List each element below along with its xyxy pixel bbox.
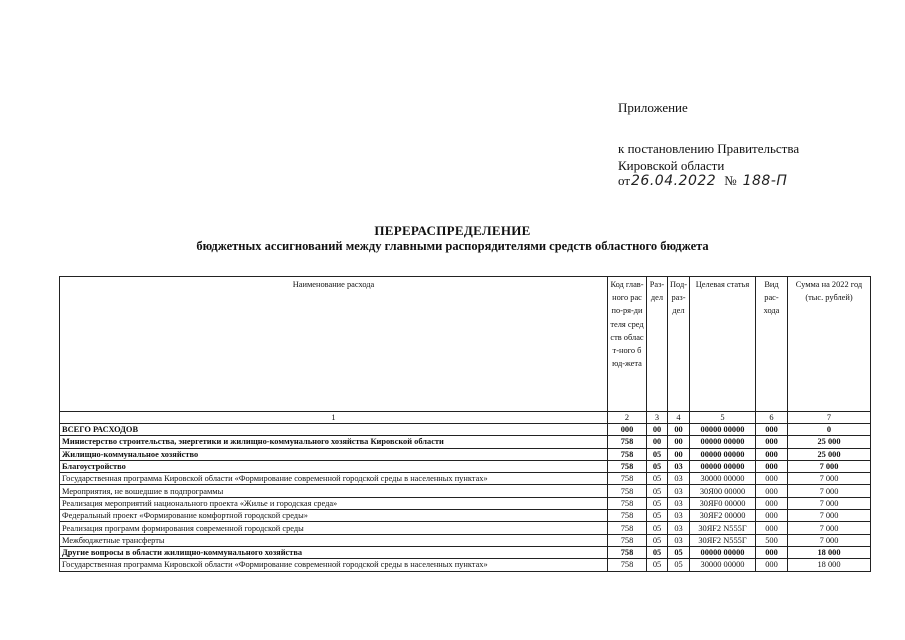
table-row	[60, 436, 871, 448]
cell-code: 758	[608, 497, 647, 509]
cell-code: 758	[608, 473, 647, 485]
header-article: Целевая статья	[690, 277, 756, 412]
cell-code: 758	[608, 534, 647, 546]
cell-razdel: 05	[647, 497, 668, 509]
cell-podrazdel: 03	[668, 510, 690, 522]
cell-article: 30000 00000	[690, 559, 756, 571]
cell-name: Государственная программа Кировской области «Формирование современной городской среды в населенных пунктах»	[60, 559, 608, 571]
cell-name: Мероприятия, не вошедшие в подпрограммы	[60, 485, 608, 497]
cell-sum: 7 000	[788, 534, 871, 546]
number-sign: №	[724, 173, 737, 188]
cell-sum: 25 000	[788, 436, 871, 448]
cell-code: 758	[608, 448, 647, 460]
cell-code: 758	[608, 510, 647, 522]
cell-podrazdel: 00	[668, 424, 690, 436]
cell-razdel: 05	[647, 534, 668, 546]
header-podrazdel: Под-раз-дел	[668, 277, 690, 412]
cell-razdel: 05	[647, 559, 668, 571]
cell-kind: 000	[756, 522, 788, 534]
cell-podrazdel: 00	[668, 448, 690, 460]
cell-name: Жилищно-коммунальное хозяйство	[60, 448, 608, 460]
cell-kind: 000	[756, 497, 788, 509]
cell-sum: 7 000	[788, 460, 871, 472]
cell-podrazdel: 03	[668, 473, 690, 485]
cell-razdel: 05	[647, 522, 668, 534]
table-row	[60, 485, 871, 497]
header-name: Наименование расхода	[60, 277, 608, 412]
cell-razdel: 05	[647, 485, 668, 497]
document-title: ПЕРЕРАСПРЕДЕЛЕНИЕ	[374, 223, 531, 238]
cell-sum: 18 000	[788, 559, 871, 571]
cell-sum: 18 000	[788, 546, 871, 558]
cell-article: 00000 00000	[690, 436, 756, 448]
cell-code: 758	[608, 460, 647, 472]
column-number: 2	[608, 412, 647, 424]
cell-code: 758	[608, 546, 647, 558]
header-kind: Вид рас-хода	[756, 277, 788, 412]
cell-sum: 7 000	[788, 510, 871, 522]
table-row	[60, 522, 871, 534]
column-number: 5	[690, 412, 756, 424]
cell-razdel: 00	[647, 424, 668, 436]
cell-name: Межбюджетные трансферты	[60, 534, 608, 546]
cell-article: 00000 00000	[690, 448, 756, 460]
column-number: 6	[756, 412, 788, 424]
budget-table	[59, 276, 871, 572]
handwritten-number: 188-П	[742, 173, 788, 189]
cell-name: Министерство строительства, энергетики и жилищно-коммунального хозяйства Кировской области	[60, 436, 608, 448]
column-number: 4	[668, 412, 690, 424]
cell-code: 758	[608, 559, 647, 571]
cell-kind: 000	[756, 546, 788, 558]
table-row	[60, 510, 871, 522]
annex-region-line: Кировской области	[618, 158, 725, 173]
annex-resolution-line: к постановлению Правительства	[618, 141, 800, 156]
cell-code: 758	[608, 485, 647, 497]
column-number: 3	[647, 412, 668, 424]
cell-article: 00000 00000	[690, 546, 756, 558]
cell-article: 30ЯF2 N555Г	[690, 522, 756, 534]
cell-sum: 7 000	[788, 497, 871, 509]
cell-name: Благоустройство	[60, 460, 608, 472]
header-sum: Сумма на 2022 год (тыс. рублей)	[788, 277, 871, 412]
table-row	[60, 546, 871, 558]
table-row	[60, 497, 871, 509]
table-header-row	[60, 277, 871, 412]
column-number: 1	[60, 412, 608, 424]
handwritten-date: 26.04.2022	[631, 173, 717, 189]
cell-name: Федеральный проект «Формирование комфортной городской среды»	[60, 510, 608, 522]
cell-article: 00000 00000	[690, 460, 756, 472]
cell-podrazdel: 03	[668, 460, 690, 472]
table-body	[60, 424, 871, 572]
cell-kind: 000	[756, 448, 788, 460]
cell-article: 00000 00000	[690, 424, 756, 436]
cell-article: 30ЯF0 00000	[690, 497, 756, 509]
cell-razdel: 05	[647, 460, 668, 472]
annex-from-prefix: от	[618, 173, 631, 188]
cell-podrazdel: 03	[668, 485, 690, 497]
cell-podrazdel: 03	[668, 497, 690, 509]
table-row	[60, 559, 871, 571]
cell-article: 30ЯF2 N555Г	[690, 534, 756, 546]
header-razdel: Раз-дел	[647, 277, 668, 412]
header-code: Код глав-ного распо-ря-дителя средств област-ного бюд-жета	[608, 277, 647, 412]
cell-sum: 7 000	[788, 485, 871, 497]
cell-podrazdel: 05	[668, 546, 690, 558]
annex-date-number-line	[618, 172, 787, 190]
cell-razdel: 05	[647, 473, 668, 485]
cell-podrazdel: 05	[668, 559, 690, 571]
cell-code: 758	[608, 436, 647, 448]
cell-article: 30Я00 00000	[690, 485, 756, 497]
cell-name: Другие вопросы в области жилищно-коммунального хозяйства	[60, 546, 608, 558]
cell-razdel: 05	[647, 448, 668, 460]
cell-kind: 000	[756, 510, 788, 522]
column-number-row	[60, 412, 871, 424]
cell-kind: 000	[756, 473, 788, 485]
cell-name: Государственная программа Кировской области «Формирование современной городской среды в населенных пунктах»	[60, 473, 608, 485]
cell-name: ВСЕГО РАСХОДОВ	[60, 424, 608, 436]
cell-sum: 0	[788, 424, 871, 436]
cell-kind: 000	[756, 436, 788, 448]
table-row	[60, 534, 871, 546]
cell-sum: 7 000	[788, 522, 871, 534]
cell-podrazdel: 00	[668, 436, 690, 448]
cell-razdel: 05	[647, 546, 668, 558]
cell-razdel: 00	[647, 436, 668, 448]
cell-kind: 000	[756, 460, 788, 472]
cell-razdel: 05	[647, 510, 668, 522]
document-subtitle: бюджетных ассигнований между главными распорядителями средств областного бюджета	[196, 239, 709, 253]
table-row	[60, 448, 871, 460]
cell-article: 30000 00000	[690, 473, 756, 485]
cell-name: Реализация мероприятий национального проекта «Жилье и городская среда»	[60, 497, 608, 509]
cell-podrazdel: 03	[668, 522, 690, 534]
table-row	[60, 424, 871, 436]
cell-sum: 25 000	[788, 448, 871, 460]
cell-kind: 000	[756, 485, 788, 497]
cell-kind: 500	[756, 534, 788, 546]
cell-podrazdel: 03	[668, 534, 690, 546]
table-row	[60, 473, 871, 485]
cell-sum: 7 000	[788, 473, 871, 485]
table-row	[60, 460, 871, 472]
column-number: 7	[788, 412, 871, 424]
cell-article: 30ЯF2 00000	[690, 510, 756, 522]
cell-kind: 000	[756, 559, 788, 571]
cell-code: 758	[608, 522, 647, 534]
annex-title: Приложение	[618, 100, 688, 115]
cell-code: 000	[608, 424, 647, 436]
cell-kind: 000	[756, 424, 788, 436]
cell-name: Реализация программ формирования современной городской среды	[60, 522, 608, 534]
